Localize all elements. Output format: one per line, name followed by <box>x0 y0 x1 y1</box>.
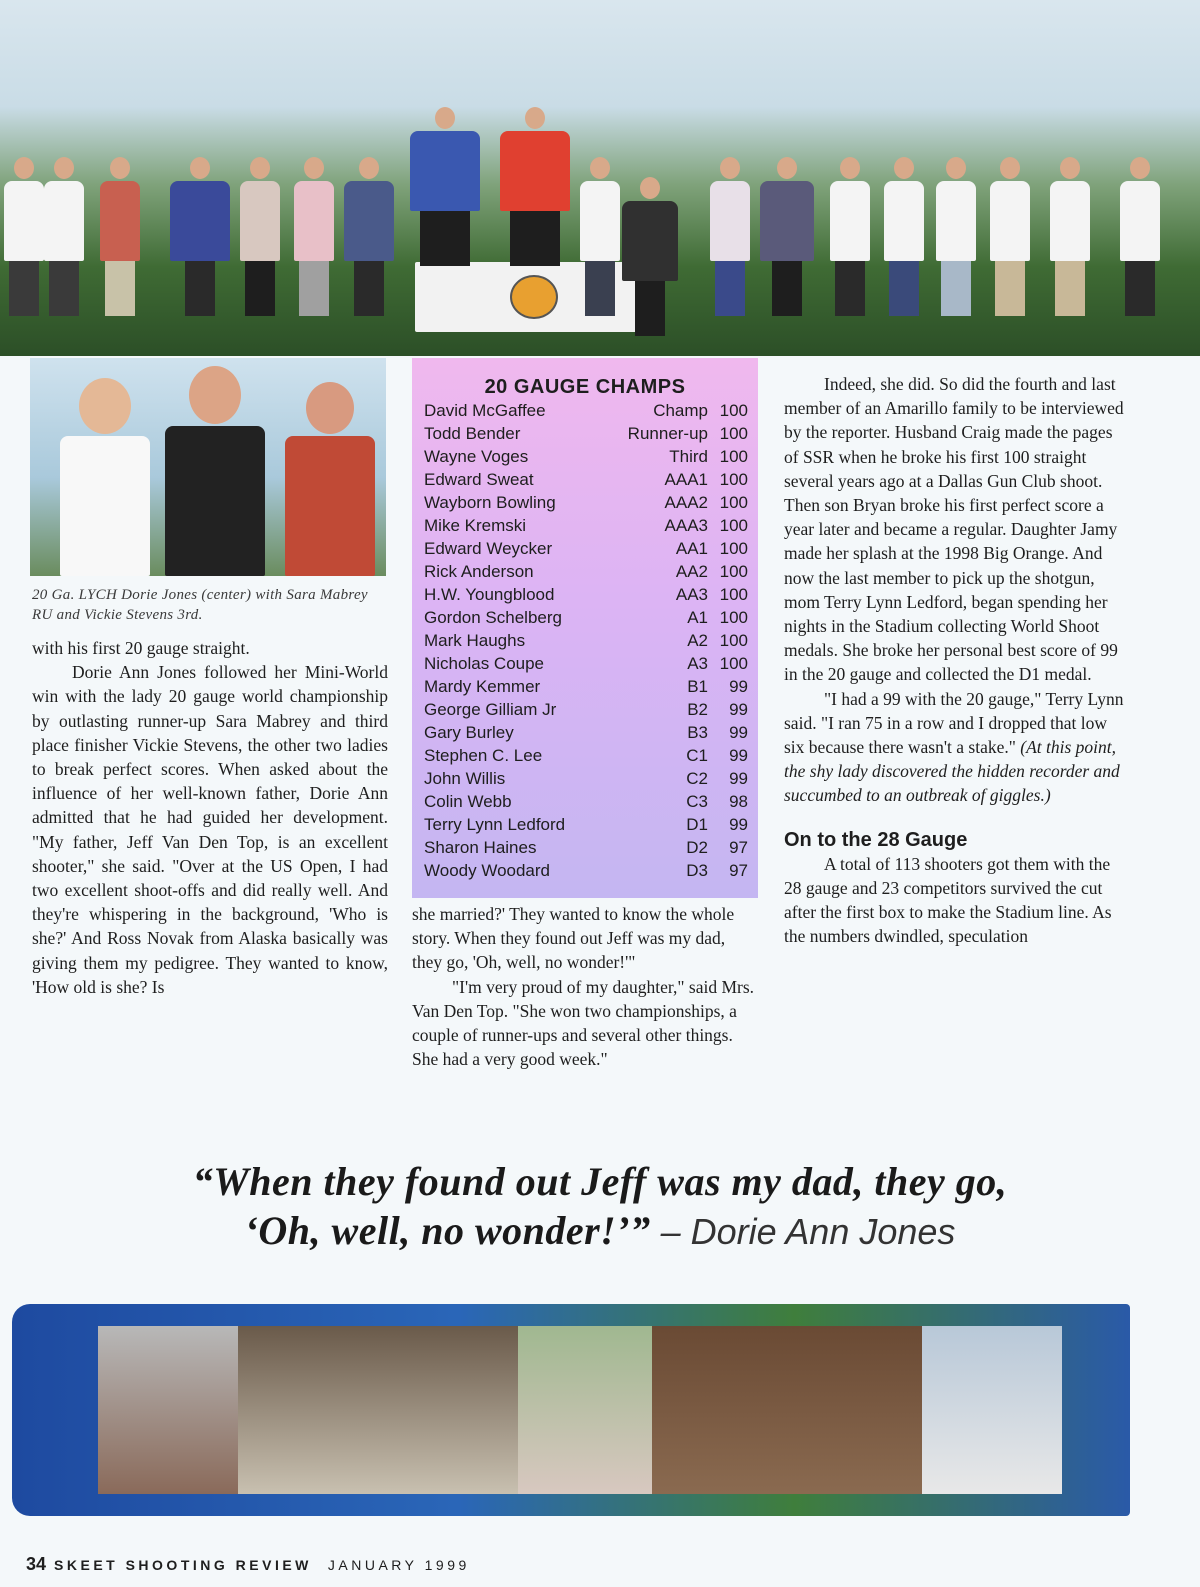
champs-table <box>424 399 748 882</box>
champ-name: Gary Burley <box>424 723 514 742</box>
champ-score: 99 <box>729 677 748 696</box>
paragraph: she married?' They wanted to know the whole story. When they found out Jeff was my dad, they go, 'Oh, well, no wonder!'" <box>412 904 735 973</box>
champ-score: 100 <box>719 424 748 443</box>
champ-name: Terry Lynn Ledford <box>424 815 566 834</box>
champ-class: D1 <box>686 815 708 834</box>
champ-class: A3 <box>687 654 708 673</box>
person <box>344 157 394 316</box>
champs-row <box>424 422 748 445</box>
action-photo <box>518 1326 652 1494</box>
champ-class: A2 <box>687 631 708 650</box>
champ-name: Nicholas Coupe <box>424 654 545 673</box>
person <box>710 157 750 316</box>
champ-name: George Gilliam Jr <box>424 700 557 719</box>
person <box>580 157 620 316</box>
champ-class: A1 <box>687 608 708 627</box>
champ-name: Gordon Schelberg <box>424 608 562 627</box>
champ-score: 100 <box>719 631 748 650</box>
champs-title: 20 GAUGE CHAMPS <box>484 376 686 398</box>
champs-row <box>424 767 748 790</box>
champ-class: Champ <box>653 401 708 420</box>
champ-name: Stephen C. Lee <box>424 746 543 765</box>
pull-quote <box>0 1158 1200 1254</box>
quote-text: "I had a 99 with the 20 gauge," Terry Lynn said. "I ran 75 in a row and I dropped that low six because there wasn't a stake." <box>784 688 1124 758</box>
champ-score: 98 <box>729 792 748 811</box>
paragraph: "I'm very proud of my daughter," said Mrs. Van Den Top. "She won two championships, a couple of runner-ups and several other things. She had a very good week." <box>412 976 755 1070</box>
champ-score: 97 <box>729 838 748 857</box>
bottom-photo-strip <box>12 1304 1130 1516</box>
champ-class: C3 <box>686 792 708 811</box>
person <box>410 107 480 266</box>
champs-row <box>424 744 748 767</box>
champ-score: 99 <box>729 700 748 719</box>
paragraph: Dorie Ann Jones followed her Mini-World win with the lady 20 gauge world championship by outlasting runner-up Sara Mabrey and third place finisher Vickie Stevens, the other two ladies to break perfect scores. When asked about the influence of her well-known father, Dorie Ann admitted that he had guided her development. "My father, Jeff Van Den Top, is an excellent shooter," she said. "Over at the US Open, I had two excellent shoot-offs and did really well. And they're whispering in the background, 'Who is she?' And Ross Novak from Alaska basically was giving them my pedigree. They wanted to know, 'How old is she? Is <box>32 662 388 997</box>
champs-row <box>424 698 748 721</box>
page-footer <box>26 1554 470 1575</box>
champ-name: Edward Weycker <box>424 539 553 558</box>
column-1 <box>32 636 388 999</box>
champ-class: AAA1 <box>664 470 708 489</box>
person <box>622 177 678 336</box>
champ-name: H.W. Youngblood <box>424 585 555 604</box>
champ-score: 99 <box>729 815 748 834</box>
champ-score: 100 <box>719 608 748 627</box>
champ-name: Mike Kremski <box>424 516 527 535</box>
page-number: 34 <box>26 1554 47 1574</box>
champs-row <box>424 790 748 813</box>
champs-row <box>424 583 748 606</box>
champ-class: B1 <box>687 677 708 696</box>
action-photo <box>98 1326 238 1494</box>
person <box>170 157 230 316</box>
champ-class: D3 <box>686 861 708 880</box>
champ-score: 100 <box>719 539 748 558</box>
action-photo <box>652 1326 922 1494</box>
champ-name: Mardy Kemmer <box>424 677 541 696</box>
champ-score: 100 <box>719 654 748 673</box>
champs-row <box>424 491 748 514</box>
person <box>830 157 870 316</box>
person <box>990 157 1030 316</box>
champ-name: Wayne Voges <box>424 447 529 466</box>
champ-class: AAA3 <box>664 516 708 535</box>
champ-score: 100 <box>719 401 748 420</box>
magazine-name: SKEET SHOOTING REVIEW <box>54 1557 312 1573</box>
champs-row <box>424 468 748 491</box>
column-2 <box>412 902 758 1071</box>
champ-class: AAA2 <box>664 493 708 512</box>
champ-class: Third <box>669 447 708 466</box>
person <box>1120 157 1160 316</box>
person <box>285 382 375 576</box>
action-photo <box>238 1326 518 1494</box>
champs-row <box>424 721 748 744</box>
paragraph <box>784 687 1130 808</box>
paragraph: with his first 20 gauge straight. <box>32 638 250 658</box>
champ-name: Mark Haughs <box>424 631 526 650</box>
champ-class: AA2 <box>675 562 708 581</box>
person <box>1050 157 1090 316</box>
champs-row <box>424 675 748 698</box>
champ-name: Colin Webb <box>424 792 512 811</box>
champ-name: Rick Anderson <box>424 562 534 581</box>
champ-class: C2 <box>686 769 708 788</box>
person <box>44 157 84 316</box>
champs-row <box>424 859 748 882</box>
champs-row <box>424 537 748 560</box>
champ-score: 100 <box>719 447 748 466</box>
champ-score: 100 <box>719 516 748 535</box>
champ-class: B3 <box>687 723 708 742</box>
champ-class: Runner-up <box>627 424 708 443</box>
champ-score: 99 <box>729 746 748 765</box>
paragraph: A total of 113 shooters got them with the 28 gauge and 23 competitors survived the cut after the first box to make the Stadium line. As the numbers dwindled, speculation <box>784 853 1112 947</box>
champs-row <box>424 652 748 675</box>
champ-score: 99 <box>729 769 748 788</box>
ladies-photo <box>30 358 386 576</box>
pull-quote-attribution: – Dorie Ann Jones <box>650 1211 956 1252</box>
champs-box <box>412 358 758 898</box>
person <box>60 378 150 576</box>
champ-class: D2 <box>686 838 708 857</box>
person <box>100 157 140 316</box>
champ-name: David McGaffee <box>424 401 546 420</box>
champ-score: 100 <box>719 585 748 604</box>
champ-name: Wayborn Bowling <box>424 493 556 512</box>
champs-row <box>424 560 748 583</box>
pull-quote-text: ‘Oh, well, no wonder!’” <box>244 1208 651 1253</box>
issue-date: JANUARY 1999 <box>327 1557 470 1573</box>
champs-row <box>424 813 748 836</box>
person <box>884 157 924 316</box>
champs-row <box>424 836 748 859</box>
podium-emblem <box>510 275 558 319</box>
paragraph: Indeed, she did. So did the fourth and last member of an Amarillo family to be interviewed by the reporter. Husband Craig made the pages of SSR when he broke his first 100 straight several years ago at a Dallas Gun Club shoot. Then son Bryan broke his first perfect score a year later and became a regular. Daughter Jamy made her splash at the 1998 Big Orange. And now the last member to pick up the shotgun, mom Terry Lynn Ledford, began spending her nights in the Stadium collecting World Shoot medals. She broke her personal best score of 99 in the 20 gauge and collected the D1 medal. <box>784 374 1124 685</box>
champ-name: John Willis <box>424 769 506 788</box>
champ-class: AA3 <box>675 585 708 604</box>
champ-name: Sharon Haines <box>424 838 537 857</box>
person <box>294 157 334 316</box>
champs-row <box>424 514 748 537</box>
section-heading: On to the 28 Gauge <box>784 828 968 851</box>
champ-name: Todd Bender <box>424 424 521 443</box>
person <box>240 157 280 316</box>
pull-quote-line-2 <box>0 1207 1200 1254</box>
person <box>760 157 814 316</box>
person <box>165 366 265 576</box>
column-3 <box>784 372 1130 949</box>
person <box>500 107 570 266</box>
champs-row <box>424 629 748 652</box>
champ-class: C1 <box>686 746 708 765</box>
person <box>4 157 44 316</box>
photo-caption: 20 Ga. LYCH Dorie Jones (center) with Sara Mabrey RU and Vickie Stevens 3rd. <box>32 587 368 623</box>
champ-score: 97 <box>729 861 748 880</box>
champ-score: 100 <box>719 493 748 512</box>
champ-score: 100 <box>719 470 748 489</box>
action-photo <box>922 1326 1062 1494</box>
champ-name: Woody Woodard <box>424 861 550 880</box>
champ-class: B2 <box>687 700 708 719</box>
champs-row <box>424 399 748 422</box>
aside-text: (At this point, the shy lady discovered the hidden recorder and succumbed to an outbreak of giggles.) <box>784 737 1120 806</box>
person <box>936 157 976 316</box>
champ-score: 99 <box>729 723 748 742</box>
champ-name: Edward Sweat <box>424 470 534 489</box>
champ-class: AA1 <box>675 539 708 558</box>
pull-quote-line-1: “When they found out Jeff was my dad, they go, <box>192 1159 1008 1204</box>
champs-row <box>424 445 748 468</box>
champs-row <box>424 606 748 629</box>
top-group-photo <box>0 0 1200 356</box>
champ-score: 100 <box>719 562 748 581</box>
